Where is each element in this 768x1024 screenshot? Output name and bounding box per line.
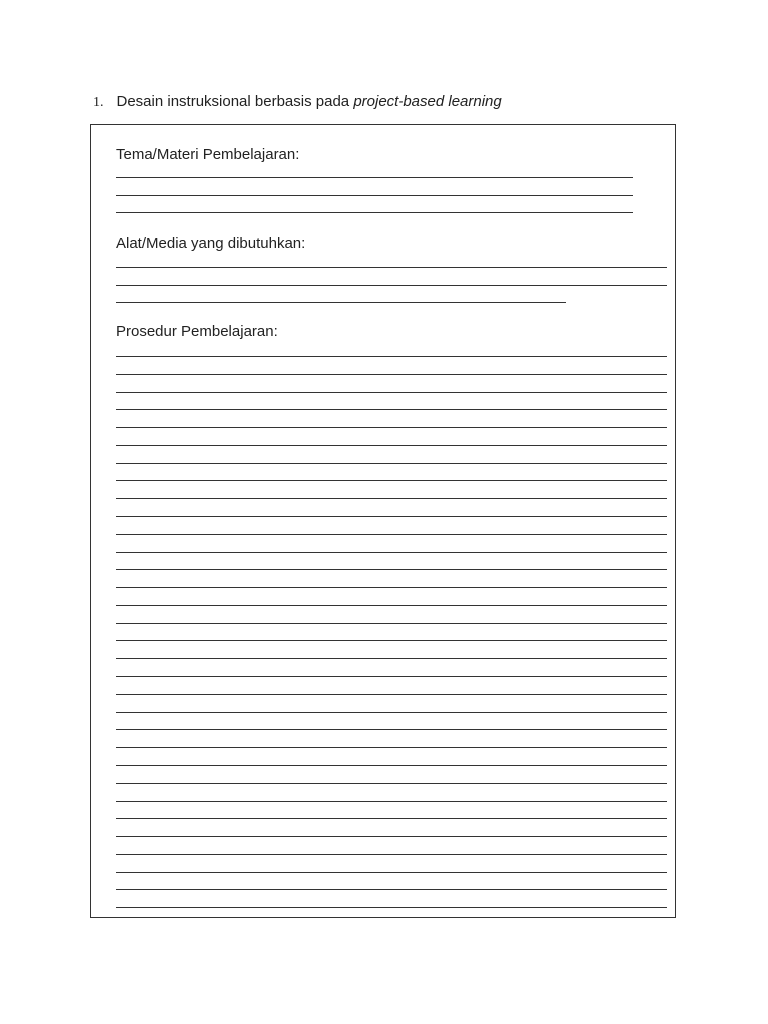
- answer-line-prosedur[interactable]: [116, 729, 667, 730]
- answer-line-tema[interactable]: [116, 177, 633, 178]
- answer-line-prosedur[interactable]: [116, 427, 667, 428]
- answer-line-prosedur[interactable]: [116, 534, 667, 535]
- answer-line-prosedur[interactable]: [116, 712, 667, 713]
- answer-line-prosedur[interactable]: [116, 392, 667, 393]
- answer-line-prosedur[interactable]: [116, 587, 667, 588]
- answer-line-prosedur[interactable]: [116, 356, 667, 357]
- answer-line-prosedur[interactable]: [116, 694, 667, 695]
- section-label-prosedur: Prosedur Pembelajaran:: [116, 323, 278, 340]
- answer-line-prosedur[interactable]: [116, 836, 667, 837]
- answer-line-alat[interactable]: [116, 267, 667, 268]
- answer-line-prosedur[interactable]: [116, 747, 667, 748]
- answer-line-prosedur[interactable]: [116, 640, 667, 641]
- answer-line-prosedur[interactable]: [116, 374, 667, 375]
- answer-line-prosedur[interactable]: [116, 818, 667, 819]
- answer-line-prosedur[interactable]: [116, 463, 667, 464]
- answer-line-alat[interactable]: [116, 285, 667, 286]
- answer-line-alat[interactable]: [116, 302, 566, 303]
- question-emphasis: project-based learning: [353, 93, 502, 110]
- answer-line-prosedur[interactable]: [116, 409, 667, 410]
- answer-line-prosedur[interactable]: [116, 907, 667, 908]
- answer-line-prosedur[interactable]: [116, 872, 667, 873]
- answer-line-prosedur[interactable]: [116, 889, 667, 890]
- answer-line-prosedur[interactable]: [116, 445, 667, 446]
- answer-line-prosedur[interactable]: [116, 765, 667, 766]
- answer-line-prosedur[interactable]: [116, 498, 667, 499]
- answer-line-prosedur[interactable]: [116, 569, 667, 570]
- answer-line-prosedur[interactable]: [116, 605, 667, 606]
- answer-line-prosedur[interactable]: [116, 854, 667, 855]
- answer-line-prosedur[interactable]: [116, 801, 667, 802]
- section-label-tema: Tema/Materi Pembelajaran:: [116, 146, 300, 163]
- question-heading: [93, 92, 502, 113]
- answer-line-prosedur[interactable]: [116, 676, 667, 677]
- answer-line-prosedur[interactable]: [116, 658, 667, 659]
- answer-line-prosedur[interactable]: [116, 480, 667, 481]
- answer-line-prosedur[interactable]: [116, 783, 667, 784]
- answer-line-tema[interactable]: [116, 212, 633, 213]
- question-text: Desain instruksional berbasis pada: [116, 93, 354, 110]
- answer-line-tema[interactable]: [116, 195, 633, 196]
- answer-line-prosedur[interactable]: [116, 623, 667, 624]
- section-label-alat: Alat/Media yang dibutuhkan:: [116, 235, 306, 252]
- answer-line-prosedur[interactable]: [116, 552, 667, 553]
- answer-line-prosedur[interactable]: [116, 516, 667, 517]
- question-number: 1.: [93, 95, 104, 110]
